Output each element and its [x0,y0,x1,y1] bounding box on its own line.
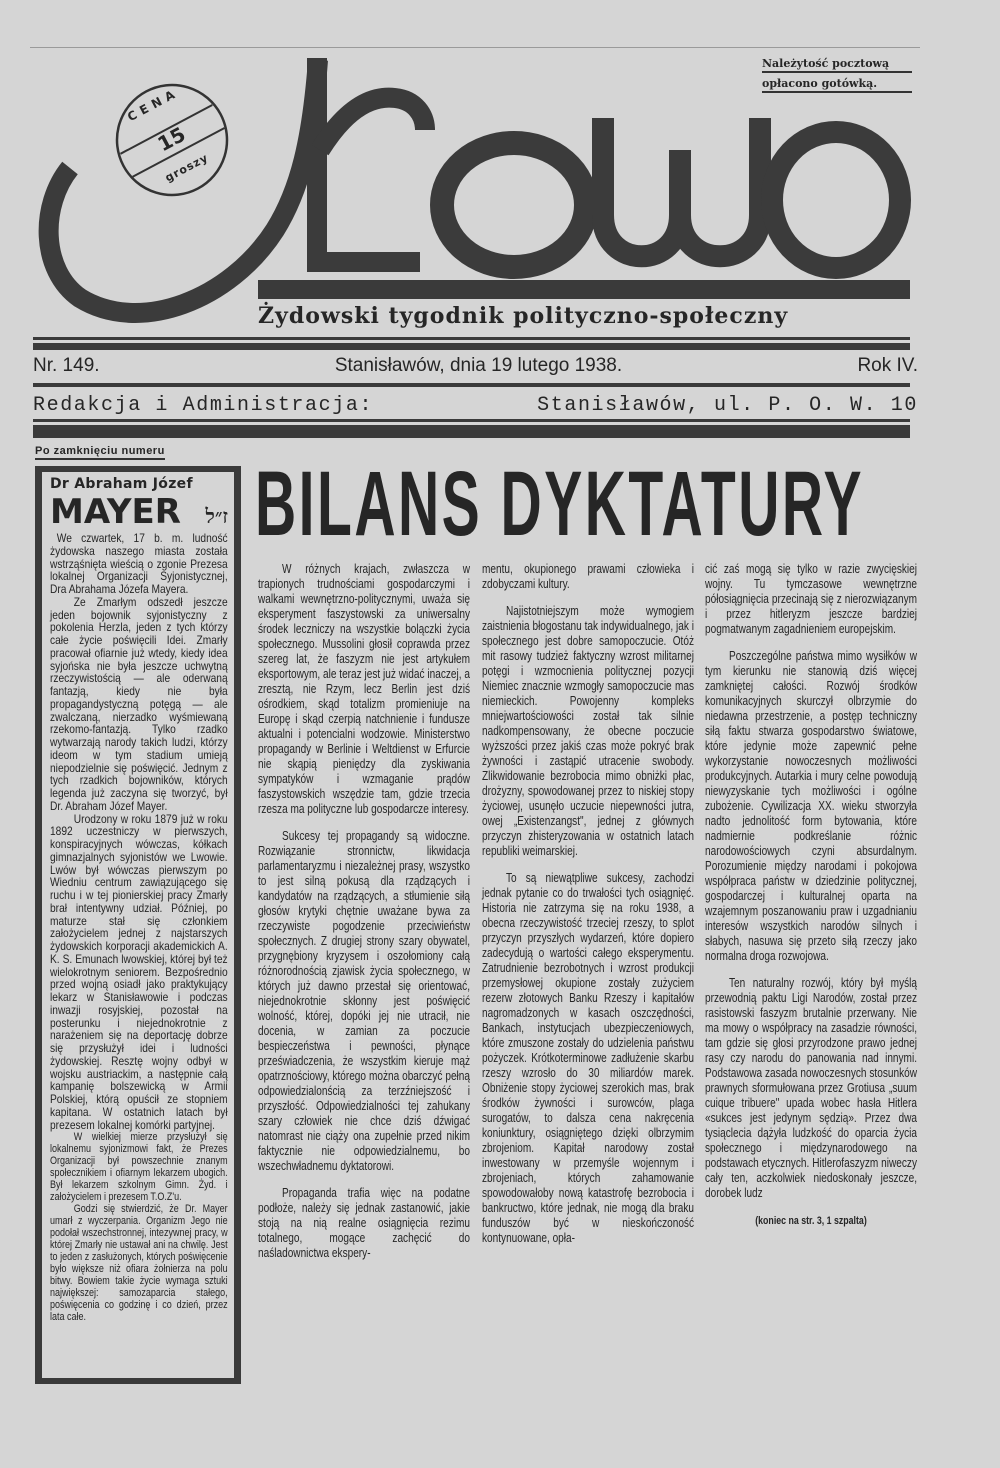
divider [33,425,910,438]
divider [33,337,910,340]
divider [33,419,910,422]
article-paragraph: Ten naturalny rozwój, który był myślą przewodnią paktu Ligi Narodów, został przez rasistowski faszyzm brutalnie przerwany. Nie ma mowy o współpracy na zasadzie równości, tam gdzie się głosi przyrodzone prawo jednej rasy czy narodu do panowania nad innymi. Podstawowa zasada nowoczesnych stosunków prawnych sformułowana przez Grotiusa „suum cuique tribuere" upada wobec hasła Hitlera «sukces jest jedynym sędzią». Przez dwa tysiąclecia dążyła ludzkość do oparcia życia społecznego i międzynarodowego na podstawach etycznych. Hitlerofaszyzm niweczy cały ten, aczkolwiek niedoskonały jeszcze, dorobek ludz [705,976,917,1200]
obituary-paragraph: Godzi się stwierdzić, że Dr. Mayer umarł z wyczerpania. Organizm Jego nie podołał wszechstronnej, intezywnej pracy, w której Zmarły nie ustawał ani na chwilę. Jest to jeden z zasłużonych, których poświęcenie było większe niż ofiara żołnierza na polu bitwy. Bowiem takie życie wymaga sztuki największej: samozaparcia stałego, poświęcenia co godzinę i co dzień, przez lata całe. [50,1203,228,1324]
postal-note [762,56,912,96]
article-paragraph: To są niewątpliwe sukcesy, zachodzi jednak pytanie co do trwałości tych osiągnięć. Historia nie zatrzyma się na roku 1938, a obecna rzeczywistość trzeciej rzeszy, to splot przyczyn przyszłych wydarzeń, które dopiero zadecydują o wartości całego eksperymentu. Zatrudnienie bezrobotnych i wzrost produkcji przemysłowej okupione zostały zużyciem rezerw złotowych Banku Rzeszy i kapitałów nagromadzonych w kasach oszczędności, Bankach, instytucjach ubezpieczeniowych, które zmuszone zostały do udzielenia państwu pożyczek. Krótkoterminowe zadłużenie skarbu rzeszy wzrosło do 30 miliardów marek. Obniżenie stopy życiowej szerokich mas, brak środków żywności i surowców, plaga surogatów, to dalsza cena nakręcenia koniunktury, osiągniętego dzięki olbrzymim zbrojeniom. Kapitał narodowy został inwestowany w przemyśle wojennym i zbrojeniach, których zahamowanie spowodowałoby nową katastrofę bezrobocia i bankructwo, które jednak, nie mogą dla braku funduszów być w nieskończoność kontynuowane, opła- [482,871,694,1245]
article-paragraph: Najistotniejszym może wymogiem zaistnienia błogostanu tak indywidualnego, jak i społecznego jest dobre samopoczucie. Otóż mit rasowy tudzież faktyczny wzrost militarnej potęgi i wzmocnienia politycznej pozycji Niemiec znacznie wzmogły samopoczucie mas niemieckich. Powojenny kompleks mniejwartościowości został tak silnie nadkompensowany, że obecne poczucie wyższości przez jakiś czas może pokryć brak żywności i zastąpić utracenie swobody. Zlikwidowanie bezrobocia mimo obniżki płac, drożyzny, spowodowanej przez to niskiej stopy życiowej, usunęło uczucie niepewności jutra, owej „Existenzangst", jednej z głównych przyczyn zhisteryzowania w ostatnich latach republiki weimarskiej. [482,604,694,858]
issue-info-row [33,355,918,377]
obituary-paragraph: Urodzony w roku 1879 już w roku 1892 uczestniczy w pierwszych, konspiracyjnych wówczas, kółkach gimnazjalnych syjonistów we Lwowie. Lwów był wówczas pierwszym po Wiedniu centrum zawiązującego się ruchu i w tej pionierskiej pracy Zmarły brał intentywny udział. Później, po maturze stał się członkiem założycielem jednej z najstarszych żydowskich korporacji akademickich A. K. S. Emunach lwowskiej, której był też wielokrotnym seniorem. Bezpośrednio przed wojną osiadł jako praktykujący lekarz w Stanisławowie i podczas inwazji rosyjskiej, pozostał na posterunku i niejednokrotnie z narażeniem się na deportację dobrze się przysłużył idei i ludności żydowskiej. Resztę wojny odbył w wojsku austriackim, a następnie całą kampanię bolszewicką w Armii Polskiej, którą opuścił ze stopniem kapitana. W ostatnich latach był prezesem lokalnej komórki partyjnej. [50,811,228,1132]
postal-note-line-1: Należytość pocztową [762,56,912,73]
logo-l-bar [320,98,425,150]
obituary-paragraph: We czwartek, 17 b. m. ludność żydowska naszego miasta została wstrząśnięta wieścią o zgonie Prezesa lokalnej Organizacji Syjonistycznej, Dra Abrahama Józefa Mayera. [50,531,228,596]
kicker-label: Po zamknięciu numeru [35,445,165,460]
stamp-cena: CENA [125,85,182,125]
continuation-note: (koniec na str. 3, 1 szpalta) [755,1215,867,1227]
article-column-1 [258,562,470,1273]
issue-number: Nr. 149. [33,355,100,376]
obituary-box [35,466,241,1384]
article-column-3 [705,562,917,1227]
article-paragraph: Sukcesy tej propagandy są widoczne. Rozwiązanie stronnictw, likwidacja parlamentaryzmu i niezależnej prasy, wszystko to jest silną pokusą dla rządzących i kandydatów na rządzących, a stłumienie siłą głosów krytyki chętnie uważane bywa za rzeczywiste pogodzenie przeciwieństw społecznych. Z drugiej strony szary obywatel, przygnębiony kryzysem i oszołomiony całą różnorodnością zjawisk życia społecznego, w których już dawno przestał się orientować, niejednokrotnie skłonny jest poświęcić wolność, której, dopóki jej nie utracił, nie docenia, w zamian za poczucie bespieczeństwa i pewności, płynące przeświadczenia, że wszystkim kieruje mąż opatrznościowy, którego można obarczyć pełną odpowiedzialonścią za terzźniejszość i przyszłość. Odpowiedzialności tej zahukany szary człowiek nie chce dziś dźwigać natomrast nie ciąży ona zupełnie przed nikim faktycznie nie odpowiedzialnemu, bo wszechwładnemu dyktatorowi. [258,829,470,1173]
article-headline [255,453,915,555]
address-label: Redakcja i Administracja: [33,394,374,417]
article-paragraph: Poszczególne państwa mimo wysiłków w tym kierunku nie stanowią dziś więcej zamkniętej całości. Rozwój środków komunikacyjnych skurczył olbrzymie do niedawna przestrzenie, a postęp techniczny siłą faktu stwarza gospodarstwo światowe, które jedynie może zapewnić pełne wykorzystanie nowoczesnych możliwości produkcyjnych. Autarkia i mury celne powodują niewyzyskanie tych możliwości i ogólne zubożenie. Cywilizacja XX. wieku stworzyła nadto jednolitość form bytowania, które nadmiernie podkreślanie różnic narodowościowych czyni absurdalnym. Porozumienie między narodami i pokojowa współpraca państw w dziedzinie politycznej, gospodarczej i kulturalnej oparta na wzajemnym poszanowaniu praw i uzgadnianiu interesów wszystkich narodów silnych i słabych, nasuwa się przeto siłą rzeczy jako normalna droga rozwojowa. [705,649,917,963]
headline-text: BILANS DYKTATURY [255,453,864,555]
hebrew-abbreviation: ז״ל [205,504,228,528]
place-date: Stanisławów, dnia 19 lutego 1938. [334,355,623,376]
article-paragraph: mentu, okupionego prawami człowieka i zdobyczami kultury. [482,562,694,591]
article-paragraph: cić zaś mogą się tylko w razie zwycięskiej wojny. Tu tymczasowe wewnętrzne półosiągnięcia przecinają się z nierozwiązanym i przez hitleryzm jeszcze bardziej pogmatwanym zagadnieniem europejskim. [705,562,917,636]
obituary-name-pre: Dr Abraham Józef [50,476,193,492]
logo-o-first [442,143,586,267]
obituary-paragraph: Ze Zmarłym odszedł jeszcze jeden bojownik syjonistyczny z pokolenia Herzla, jeden z tych którzy całe życie poświęcili Idei. Zmarły pracował ofiarnie już wtedy, kiedy idea syjońska nie była jeszcze uchwytną rzeczywistością — ale oderwaną fantazją, kiedy nie była propagandystyczną potęgą — ale zwalczaną, nierzadko wyśmiewaną rzekomo-fantazją. Tylko rzadko wytwarzają narody takich ludzi, którzy ideom w tym stadium umieją niepodzielnie się poświęcić. Jednym z tych rzadkich bojowników, których legenda już zaczyna się tworzyć, był Dr. Abraham Józef Mayer. [50,594,228,813]
article-paragraph: Propaganda trafia więc na podatne podłoże, należy się jednak zastanowić, jakie stoją na nią realne osiągnięcia rezimu totalnego, mogące zachęcić do naśladownictwa ekspery- [258,1186,470,1260]
volume-year: Rok IV. [857,355,918,376]
obituary-name-row [50,492,228,532]
address-value: Stanisławów, ul. P. O. W. 10 [537,394,918,417]
divider [33,343,910,350]
stamp-price: 15 [153,121,190,157]
divider [33,383,910,387]
masthead-subtitle: Żydowski tygodnik polityczno-społeczny [258,303,789,329]
stamp-groszy: groszy [162,151,211,185]
obituary-paragraph: W wielkiej mierze przysłużył się lokalnemu syjonizmowi fakt, że Prezes Organizacji był powszechnie znanym społecznikiem i ofiarnym lekarzem ubogich. Był lekarzem szkolnym Gimn. Żyd. i założycielem i prezesem T.O.Z'u. [50,1131,228,1204]
article-paragraph: W różnych krajach, zwłaszcza w trapionych trudnościami gospodarczymi i walkami wewnętrzno-politycznymi, uważa się eksperyment faszystowski za uniwersalny środek leczniczy na wszystkie bolączki życia społecznego. Mussolini głosił coprawda przez szereg lat, że faszyzm nie jest artykułem eksportowym, ale teraz jest już widać inaczej, a zresztą, nie Rzym, lecz Berlin jest dziś ośrodkiem, skąd totalizm promieniuje na Europę i skąd czerpią natchnienie i fundusze aktualni i potencialni wodzowie. Ministerstwo propagandy w Berlinie i Weltdienst w Erfurcie nie skąpią pieniędzy dla zyskiwania sympatyków i wzmaganie prądów faszystowskich wszędzie tam, gdzie trzecia rzesza ma polityczne lub gospodarcze interesy. [258,562,470,816]
logo-w [603,118,760,256]
article-column-2 [482,562,694,1258]
obituary-surname: MAYER [50,492,181,532]
editorial-address [33,394,918,417]
logo-o-second [772,132,900,268]
postal-note-line-2: opłacono gotówką. [762,76,912,93]
logo-l-stem [317,58,420,262]
masthead-bar [258,280,910,299]
obituary-text [50,532,228,1323]
